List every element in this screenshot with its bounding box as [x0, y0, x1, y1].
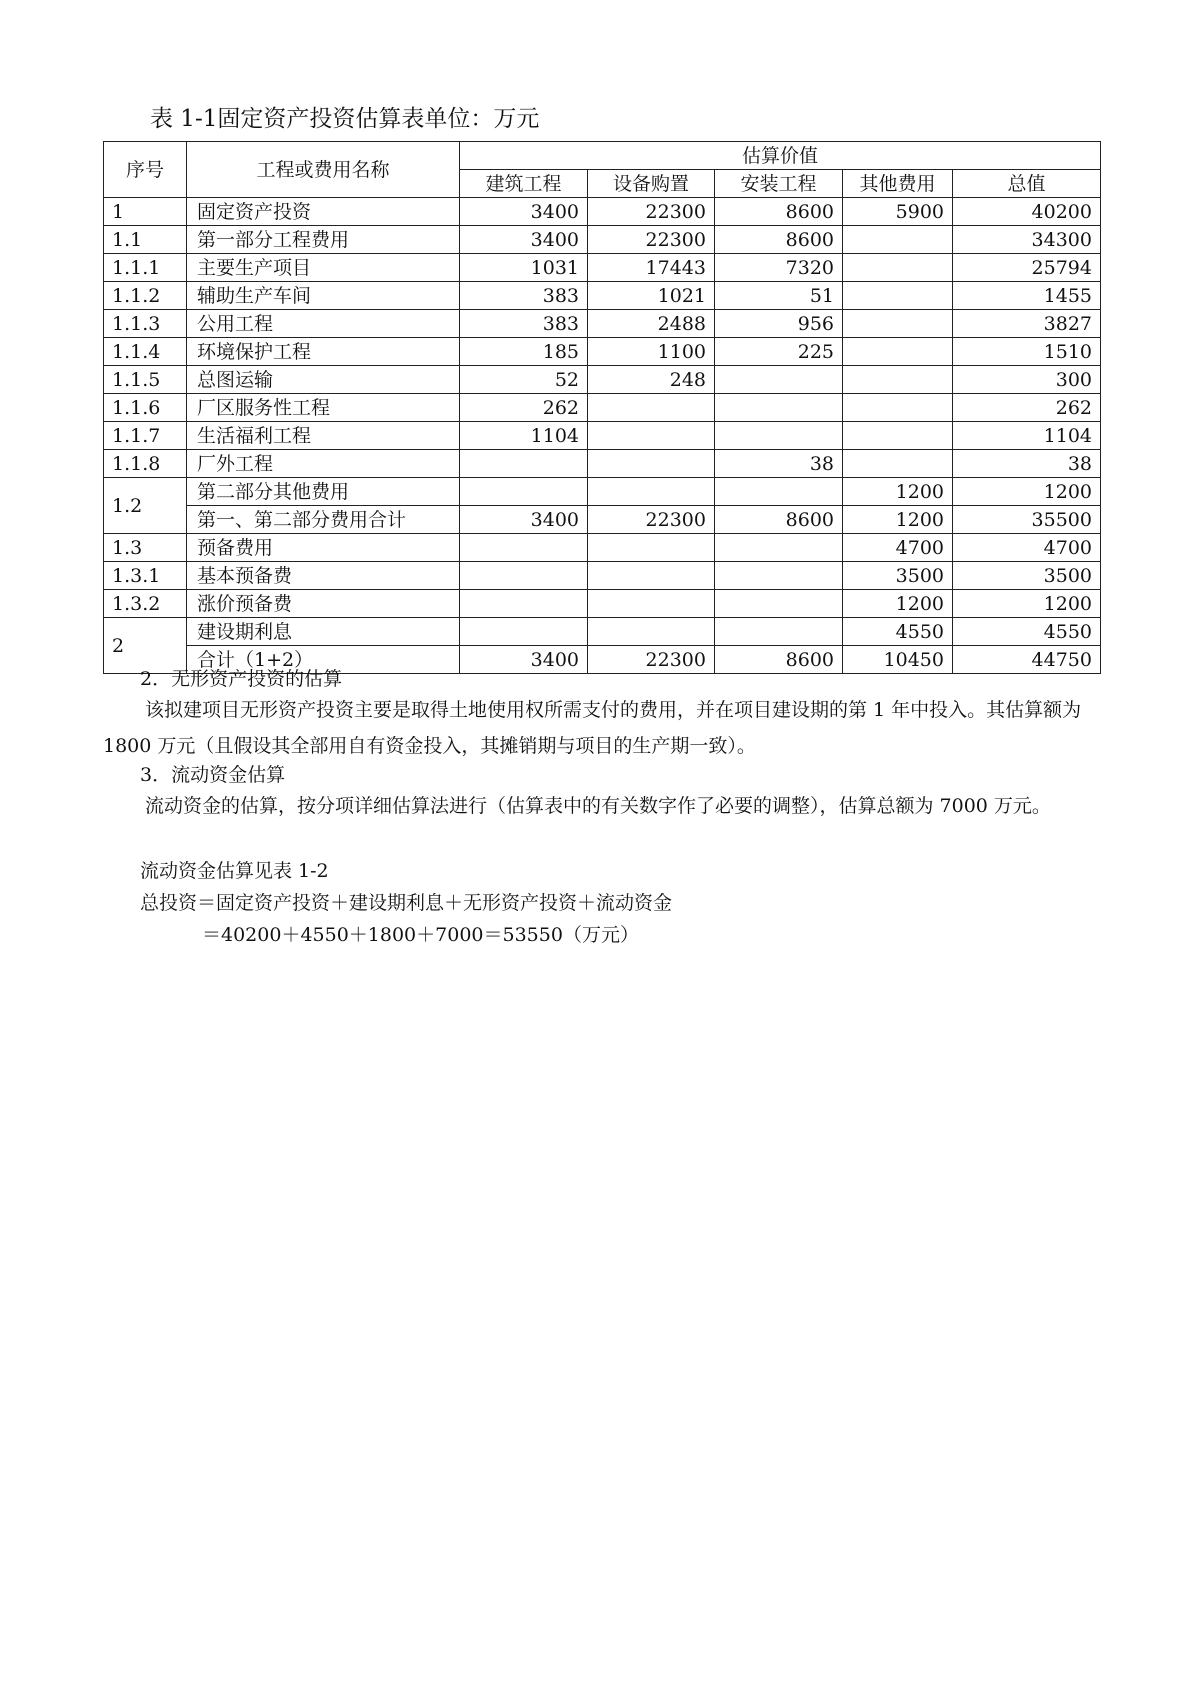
cell-installation: 8600: [715, 646, 843, 674]
cell-other: [843, 254, 953, 282]
cell-installation: 956: [715, 310, 843, 338]
cell-name: 主要生产项目: [187, 254, 460, 282]
cell-total: 3827: [953, 310, 1101, 338]
cell-building: 262: [460, 394, 588, 422]
cell-total: 35500: [953, 506, 1101, 534]
cell-seq: 1.1.7: [104, 422, 187, 450]
cell-installation: [715, 394, 843, 422]
section-2-heading: 2．无形资产投资的估算: [140, 668, 343, 690]
header-seq: 序号: [104, 142, 187, 198]
cell-equipment: 1021: [588, 282, 715, 310]
cell-building: 3400: [460, 226, 588, 254]
cell-name: 厂外工程: [187, 450, 460, 478]
cell-equipment: [588, 590, 715, 618]
cell-name: 第二部分其他费用: [187, 478, 460, 506]
table-row: [104, 534, 1101, 562]
cell-installation: 225: [715, 338, 843, 366]
cell-equipment: [588, 618, 715, 646]
cell-total: 1200: [953, 478, 1101, 506]
cell-equipment: [588, 534, 715, 562]
cell-other: 1200: [843, 478, 953, 506]
cell-total: 4700: [953, 534, 1101, 562]
cell-equipment: 22300: [588, 646, 715, 674]
cell-equipment: 22300: [588, 198, 715, 226]
cell-name: 基本预备费: [187, 562, 460, 590]
cell-total: 300: [953, 366, 1101, 394]
cell-building: 383: [460, 282, 588, 310]
cell-building: 52: [460, 366, 588, 394]
cell-name: 辅助生产车间: [187, 282, 460, 310]
cell-equipment: 17443: [588, 254, 715, 282]
cell-installation: [715, 534, 843, 562]
header-col-installation: 安装工程: [715, 170, 843, 198]
cell-seq: 1.1.1: [104, 254, 187, 282]
table-caption: 表 1-1固定资产投资估算表单位：万元: [150, 106, 540, 132]
cell-building: [460, 534, 588, 562]
cell-seq: 1: [104, 198, 187, 226]
cell-total: 4550: [953, 618, 1101, 646]
cell-other: [843, 366, 953, 394]
cell-total: 1104: [953, 422, 1101, 450]
table-row: [104, 590, 1101, 618]
cell-installation: 8600: [715, 198, 843, 226]
cell-building: 3400: [460, 198, 588, 226]
section-3-heading: 3．流动资金估算: [140, 764, 286, 786]
cell-installation: [715, 590, 843, 618]
cell-building: [460, 450, 588, 478]
table-row: [104, 506, 1101, 534]
cell-total: 1510: [953, 338, 1101, 366]
header-col-other: 其他费用: [843, 170, 953, 198]
cell-total: 3500: [953, 562, 1101, 590]
total-investment-formula: 总投资＝固定资产投资＋建设期利息＋无形资产投资＋流动资金: [140, 892, 673, 914]
cell-seq: 1.3.2: [104, 590, 187, 618]
cell-building: 383: [460, 310, 588, 338]
cell-other: [843, 226, 953, 254]
cell-seq: 1.1.4: [104, 338, 187, 366]
cell-equipment: [588, 422, 715, 450]
cell-building: [460, 618, 588, 646]
cell-equipment: 1100: [588, 338, 715, 366]
table-header-row: [104, 142, 1101, 170]
cell-other: [843, 450, 953, 478]
cell-installation: [715, 618, 843, 646]
cell-seq: 1.1.6: [104, 394, 187, 422]
table-row: [104, 366, 1101, 394]
header-group: 估算价值: [460, 142, 1101, 170]
table-row: [104, 282, 1101, 310]
cell-installation: [715, 562, 843, 590]
cell-installation: 51: [715, 282, 843, 310]
cell-equipment: 22300: [588, 226, 715, 254]
cell-other: 5900: [843, 198, 953, 226]
section-3-table-reference: 流动资金估算见表 1-2: [140, 860, 329, 882]
cell-other: [843, 394, 953, 422]
cell-other: [843, 338, 953, 366]
cell-seq: 1.1.3: [104, 310, 187, 338]
table-row: [104, 338, 1101, 366]
cell-total: 262: [953, 394, 1101, 422]
cell-seq: 1.1.5: [104, 366, 187, 394]
cell-other: 4700: [843, 534, 953, 562]
cell-installation: 38: [715, 450, 843, 478]
cell-total: 1200: [953, 590, 1101, 618]
cell-building: 3400: [460, 506, 588, 534]
table-row: [104, 478, 1101, 506]
table-row: [104, 198, 1101, 226]
table-row: [104, 226, 1101, 254]
cell-installation: [715, 478, 843, 506]
cell-installation: 8600: [715, 226, 843, 254]
cell-building: [460, 590, 588, 618]
cell-other: [843, 282, 953, 310]
cell-equipment: 22300: [588, 506, 715, 534]
cell-equipment: 2488: [588, 310, 715, 338]
cell-seq: 2: [104, 618, 187, 674]
cell-name: 预备费用: [187, 534, 460, 562]
cell-name: 总图运输: [187, 366, 460, 394]
cell-seq: 1.1.8: [104, 450, 187, 478]
cell-installation: 8600: [715, 506, 843, 534]
cell-other: 4550: [843, 618, 953, 646]
cell-total: 40200: [953, 198, 1101, 226]
cell-installation: 7320: [715, 254, 843, 282]
table-row: [104, 254, 1101, 282]
header-col-building: 建筑工程: [460, 170, 588, 198]
cell-name: 环境保护工程: [187, 338, 460, 366]
cell-building: 185: [460, 338, 588, 366]
cell-building: 1104: [460, 422, 588, 450]
cell-name: 建设期利息: [187, 618, 460, 646]
cell-name: 合计（1+2）: [187, 646, 460, 674]
cell-name: 涨价预备费: [187, 590, 460, 618]
table-row: [104, 422, 1101, 450]
cell-name: 第一部分工程费用: [187, 226, 460, 254]
cell-building: 3400: [460, 646, 588, 674]
cell-total: 1455: [953, 282, 1101, 310]
cell-equipment: [588, 478, 715, 506]
cell-total: 25794: [953, 254, 1101, 282]
cell-total: 44750: [953, 646, 1101, 674]
cell-name: 固定资产投资: [187, 198, 460, 226]
cell-equipment: [588, 562, 715, 590]
table-row: [104, 394, 1101, 422]
cell-other: [843, 422, 953, 450]
cell-seq: 1.1: [104, 226, 187, 254]
cell-total: 38: [953, 450, 1101, 478]
cell-equipment: 248: [588, 366, 715, 394]
cell-name: 厂区服务性工程: [187, 394, 460, 422]
table-row: [104, 450, 1101, 478]
cell-seq: 1.3.1: [104, 562, 187, 590]
cell-other: 10450: [843, 646, 953, 674]
cell-other: 1200: [843, 590, 953, 618]
cell-seq: 1.3: [104, 534, 187, 562]
cell-other: 3500: [843, 562, 953, 590]
cell-building: [460, 478, 588, 506]
cell-installation: [715, 422, 843, 450]
total-investment-calculation: ＝40200＋4550＋1800＋7000＝53550（万元）: [202, 924, 639, 946]
cell-equipment: [588, 450, 715, 478]
cell-building: 1031: [460, 254, 588, 282]
table-row: [104, 310, 1101, 338]
cell-equipment: [588, 394, 715, 422]
cell-total: 34300: [953, 226, 1101, 254]
header-col-total: 总值: [953, 170, 1101, 198]
table-row: [104, 618, 1101, 646]
cell-building: [460, 562, 588, 590]
cell-seq: 1.2: [104, 478, 187, 534]
cell-installation: [715, 366, 843, 394]
fixed-asset-estimate-table: [103, 141, 1101, 674]
table-row: [104, 562, 1101, 590]
cell-name: 第一、第二部分费用合计: [187, 506, 460, 534]
section-3-paragraph: 流动资金的估算，按分项详细估算法进行（估算表中的有关数字作了必要的调整），估算总额为 7000 万元。: [145, 795, 1051, 817]
header-col-equipment: 设备购置: [588, 170, 715, 198]
header-name: 工程或费用名称: [187, 142, 460, 198]
cell-name: 生活福利工程: [187, 422, 460, 450]
cell-name: 公用工程: [187, 310, 460, 338]
cell-other: 1200: [843, 506, 953, 534]
cell-other: [843, 310, 953, 338]
cell-seq: 1.1.2: [104, 282, 187, 310]
section-2-paragraph: 该拟建项目无形资产投资主要是取得土地使用权所需支付的费用，并在项目建设期的第 1 年中投入。其估算额为 1800 万元（且假设其全部用自有资金投入，其摊销期与项目的生产期一致）。: [103, 699, 1082, 757]
